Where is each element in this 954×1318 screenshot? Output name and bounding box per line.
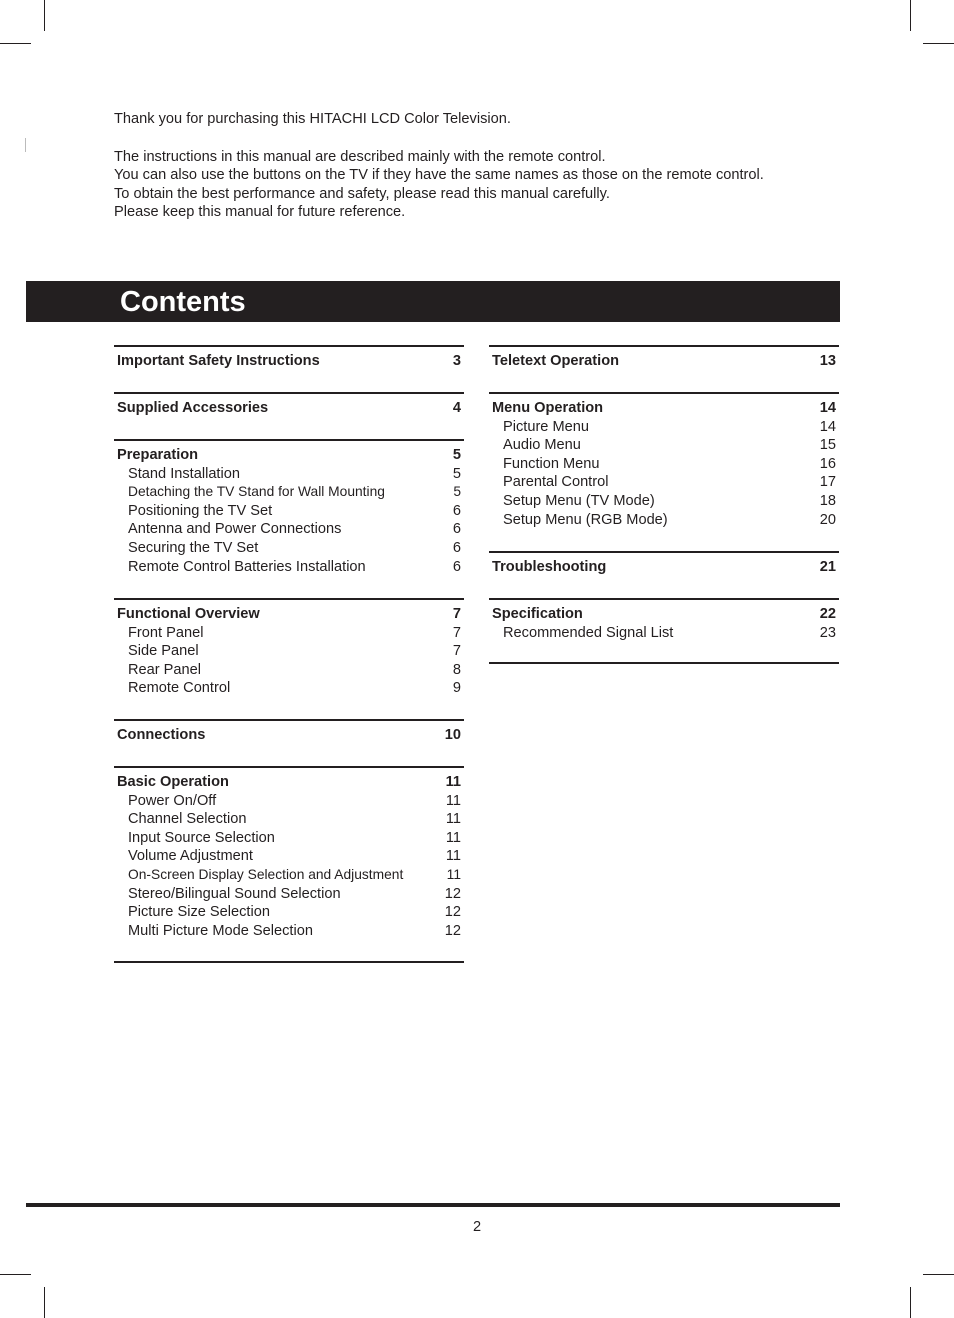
toc-page-number: 3 — [452, 353, 461, 369]
toc-entry[interactable] — [492, 455, 836, 474]
toc-section-heading[interactable] — [492, 558, 836, 577]
toc-page-number: 12 — [444, 904, 461, 921]
toc-section — [489, 392, 839, 551]
toc-page-number: 5 — [452, 447, 461, 463]
toc-page-number: 12 — [444, 922, 461, 939]
toc-entry[interactable] — [117, 847, 461, 866]
toc-entry-label: Rear Panel — [128, 661, 202, 678]
toc-entry-label: Multi Picture Mode Selection — [128, 922, 313, 939]
toc-entry-label: Parental Control — [503, 474, 609, 491]
intro-line: The instructions in this manual are described mainly with the remote control. — [114, 148, 606, 165]
toc-entry[interactable] — [492, 624, 836, 643]
intro-text — [114, 110, 874, 222]
intro-line: To obtain the best performance and safety, please read this manual carefully. — [114, 185, 610, 202]
crop-mark-bottom-right-h — [923, 1274, 954, 1275]
toc-entry-label: Stereo/Bilingual Sound Selection — [128, 885, 341, 902]
toc-page-number: 14 — [819, 400, 836, 416]
toc-page-number: 11 — [445, 792, 461, 809]
toc-section — [114, 598, 464, 719]
toc-page-number: 8 — [452, 661, 461, 678]
toc-section — [489, 551, 839, 598]
contents-banner — [26, 281, 840, 322]
toc-entry[interactable] — [117, 903, 461, 922]
toc-entry[interactable] — [117, 624, 461, 643]
toc-entry-label: On-Screen Display Selection and Adjustment — [128, 866, 404, 882]
toc-entry-label: Side Panel — [128, 643, 199, 660]
toc-page-number: 7 — [452, 643, 461, 660]
toc-entry-label: Channel Selection — [128, 811, 247, 828]
toc-section-heading[interactable] — [117, 446, 461, 465]
toc-page-number: 12 — [444, 885, 461, 902]
toc-page-number: 5 — [453, 484, 461, 500]
toc-entry[interactable] — [117, 642, 461, 661]
toc-page-number: 15 — [819, 437, 836, 454]
toc-entry[interactable] — [117, 539, 461, 558]
toc-section-title: Basic Operation — [117, 774, 229, 790]
toc-section-heading[interactable] — [492, 399, 836, 418]
toc-entry-label: Remote Control — [128, 680, 231, 697]
toc-section-title: Important Safety Instructions — [117, 353, 320, 369]
toc-entry[interactable] — [492, 473, 836, 492]
toc-page-number: 4 — [452, 400, 461, 416]
toc-entry[interactable] — [117, 866, 461, 885]
toc-page-number: 11 — [445, 848, 461, 865]
toc-page-number: 10 — [444, 727, 461, 743]
toc-entry-label: Power On/Off — [128, 792, 217, 809]
toc-entry-label: Setup Menu (TV Mode) — [503, 492, 655, 509]
toc-entry[interactable] — [117, 520, 461, 539]
toc-entry[interactable] — [117, 885, 461, 904]
page-number: 2 — [472, 1219, 482, 1235]
toc-entry-label: Audio Menu — [503, 437, 581, 454]
toc-entry[interactable] — [117, 661, 461, 680]
toc-section-heading[interactable] — [117, 399, 461, 418]
toc-page-number: 11 — [446, 866, 461, 882]
toc-entry-label: Antenna and Power Connections — [128, 521, 342, 538]
toc-section — [114, 392, 464, 439]
toc-section-title: Menu Operation — [492, 400, 604, 416]
toc-entry[interactable] — [492, 436, 836, 455]
toc-page-number: 21 — [819, 559, 836, 575]
toc-page-number: 13 — [819, 353, 836, 369]
toc-entry-label: Input Source Selection — [128, 829, 275, 846]
toc-section-title: Functional Overview — [117, 606, 260, 622]
toc-section — [489, 345, 839, 392]
toc-page-number: 7 — [452, 624, 461, 641]
toc-section-title: Supplied Accessories — [117, 400, 269, 416]
crop-mark-top-right-h — [923, 43, 954, 44]
toc-entry-label: Picture Menu — [503, 418, 589, 435]
toc-page-number: 22 — [819, 606, 836, 622]
toc-entry[interactable] — [492, 418, 836, 437]
toc-section-title: Connections — [117, 727, 206, 743]
crop-mark-bottom-left-h — [0, 1274, 31, 1275]
toc-bottom-rule — [489, 662, 839, 664]
toc-page-number: 18 — [819, 492, 836, 509]
toc-page-number: 6 — [452, 558, 461, 575]
toc-page-number: 20 — [819, 511, 836, 528]
toc-entry[interactable] — [117, 502, 461, 521]
toc-page-number: 16 — [819, 455, 836, 472]
toc-page-number: 23 — [819, 624, 836, 641]
toc-entry-label: Recommended Signal List — [503, 624, 674, 641]
toc-section-heading[interactable] — [117, 605, 461, 624]
intro-line: Thank you for purchasing this HITACHI LCD Color Television. — [114, 111, 511, 127]
toc-page-number: 9 — [452, 680, 461, 697]
toc-entry[interactable] — [117, 558, 461, 577]
toc-entry-label: Picture Size Selection — [128, 904, 270, 921]
toc-entry-label: Remote Control Batteries Installation — [128, 558, 366, 575]
toc-section — [114, 345, 464, 392]
toc-section-heading[interactable] — [492, 605, 836, 624]
toc-entry-label: Stand Installation — [128, 465, 240, 482]
intro-line: You can also use the buttons on the TV if they have the same names as those on the remote control. — [114, 167, 764, 184]
toc-page-number: 17 — [819, 474, 836, 491]
toc-entry[interactable] — [117, 483, 461, 502]
margin-mark — [25, 138, 26, 152]
toc-entry-label: Volume Adjustment — [128, 848, 253, 865]
toc-page-number: 11 — [445, 829, 461, 846]
toc-entry[interactable] — [117, 810, 461, 829]
crop-mark-bottom-left-v — [44, 1287, 45, 1318]
toc-section-heading[interactable] — [492, 352, 836, 371]
toc-section — [114, 766, 464, 961]
toc-entry-label: Function Menu — [503, 455, 600, 472]
toc-entry-label: Detaching the TV Stand for Wall Mounting — [128, 484, 385, 500]
toc-bottom-rule — [114, 961, 464, 963]
toc-section-title: Teletext Operation — [492, 353, 620, 369]
toc-section-heading[interactable] — [117, 726, 461, 745]
toc-entry[interactable] — [492, 511, 836, 530]
toc-entry[interactable] — [492, 492, 836, 511]
crop-mark-bottom-right-v — [910, 1287, 911, 1318]
toc-section-heading[interactable] — [117, 773, 461, 792]
toc-entry-label: Securing the TV Set — [128, 539, 259, 556]
intro-line: Please keep this manual for future reference. — [114, 204, 406, 221]
toc-entry[interactable] — [117, 465, 461, 484]
toc-right-column — [489, 345, 839, 664]
toc-page-number: 7 — [452, 606, 461, 622]
toc-page-number: 6 — [452, 502, 461, 519]
toc-entry-label: Front Panel — [128, 624, 204, 641]
toc-section-title: Preparation — [117, 447, 199, 463]
crop-mark-top-right-v — [910, 0, 911, 31]
toc-page-number: 11 — [445, 774, 461, 790]
toc-section — [489, 598, 839, 662]
toc-entry[interactable] — [117, 922, 461, 941]
toc-left-column — [114, 345, 464, 963]
toc-entry[interactable] — [117, 679, 461, 698]
toc-section-title: Troubleshooting — [492, 559, 607, 575]
toc-section — [114, 439, 464, 598]
toc-section-title: Specification — [492, 606, 583, 622]
toc-entry[interactable] — [117, 792, 461, 811]
footer-rule — [26, 1203, 840, 1207]
toc-page-number: 11 — [445, 811, 461, 828]
crop-mark-top-left-h — [0, 43, 31, 44]
toc-page-number: 14 — [819, 418, 836, 435]
toc-section-heading[interactable] — [117, 352, 461, 371]
toc-page-number: 6 — [452, 521, 461, 538]
toc-entry-label: Setup Menu (RGB Mode) — [503, 511, 668, 528]
toc-section — [114, 719, 464, 766]
toc-page-number: 5 — [452, 465, 461, 482]
toc-entry-label: Positioning the TV Set — [128, 502, 273, 519]
toc-page-number: 6 — [452, 539, 461, 556]
toc-entry[interactable] — [117, 829, 461, 848]
crop-mark-top-left-v — [44, 0, 45, 31]
contents-title: Contents — [120, 286, 246, 318]
